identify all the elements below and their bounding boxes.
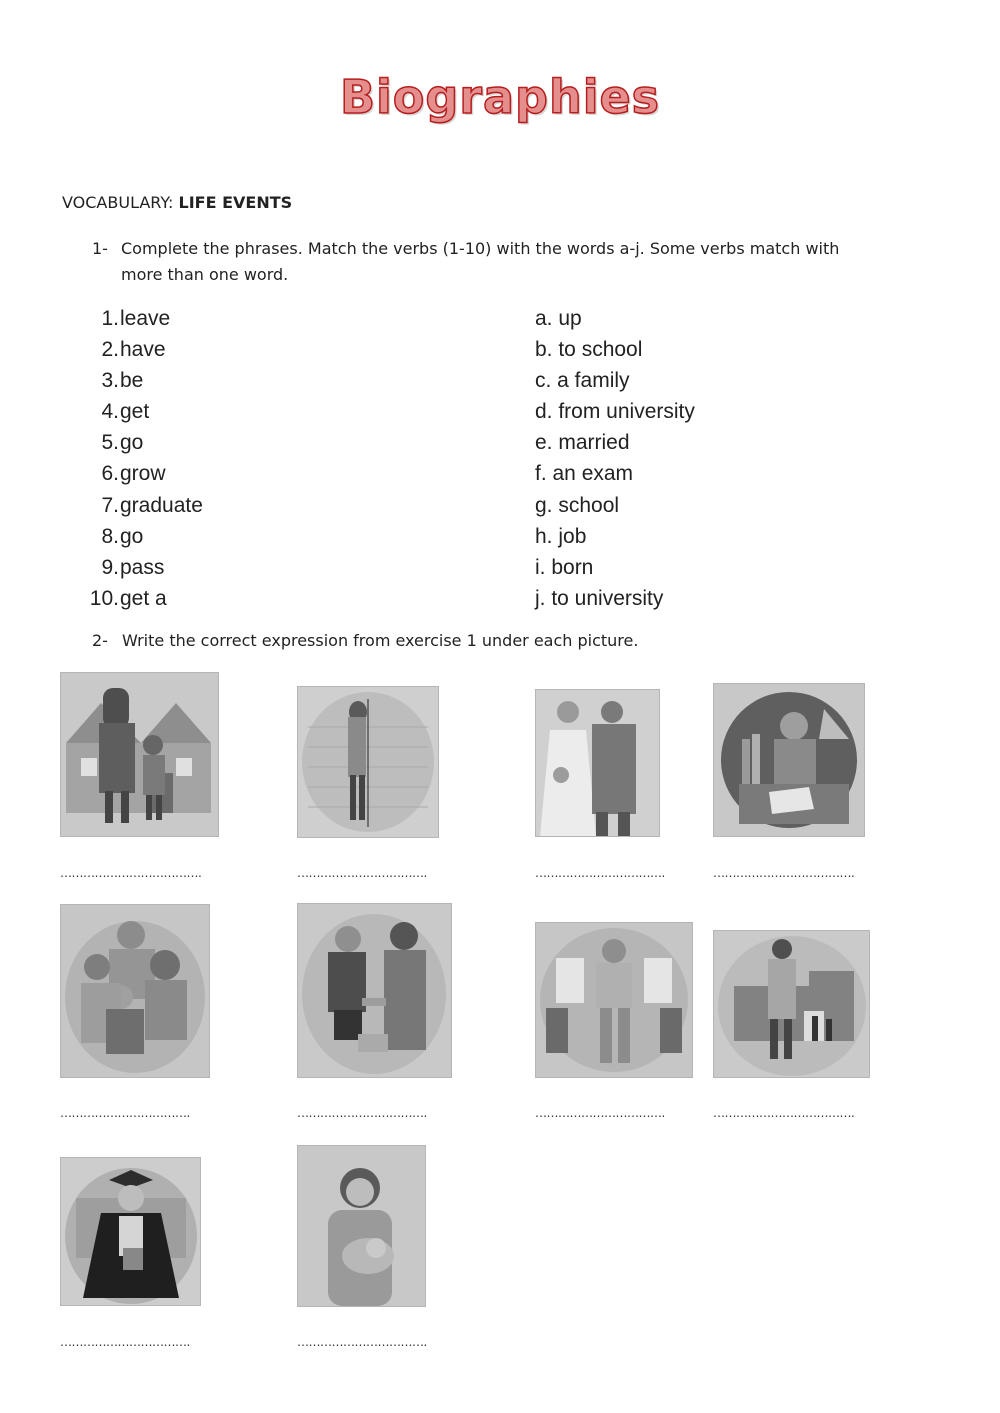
verb-item (85, 458, 166, 489)
verb-text: go (120, 524, 144, 548)
exercise-1-line-1: Complete the phrases. Match the verbs (1-10) with the words a-j. Some verbs match with (121, 239, 840, 258)
word-item: h. job (535, 524, 587, 548)
verb-text: get a (120, 586, 167, 610)
answer-line: ……………………………. (297, 866, 427, 880)
verb-number: 10. (89, 586, 119, 610)
section-prefix: VOCABULARY: (62, 193, 179, 212)
picture-pass-an-exam (713, 683, 865, 837)
section-label (62, 193, 292, 212)
picture-graduate-from-university (60, 1157, 201, 1306)
verb-number: 6. (101, 462, 119, 486)
answer-line: ……………………………. (297, 1106, 427, 1120)
verb-item (85, 334, 166, 365)
verb-text: pass (120, 555, 165, 579)
answer-line: ………………………………. (713, 866, 855, 880)
answer-line: ……………………………. (535, 1106, 665, 1120)
answer-line: ……………………………. (60, 1106, 190, 1120)
verb-item (85, 490, 203, 521)
verb-text: grow (120, 462, 166, 486)
verb-number: 8. (101, 524, 119, 548)
verb-text: leave (120, 307, 171, 330)
verb-list (85, 303, 203, 614)
word-item: i. born (535, 555, 594, 579)
verb-number: 1. (101, 307, 119, 330)
verb-number: 3. (101, 369, 119, 393)
picture-have-a-family (60, 904, 210, 1078)
verb-text: be (120, 369, 144, 393)
word-list (535, 303, 695, 614)
verb-text: graduate (120, 493, 203, 517)
word-item: e. married (535, 431, 630, 455)
verb-number: 2. (101, 338, 119, 362)
verb-number: 7. (101, 493, 119, 517)
answer-line: ………………………………. (713, 1106, 855, 1120)
verb-item (85, 521, 144, 552)
exercise-1-number: 1- (92, 239, 108, 258)
word-item: d. from university (535, 400, 695, 424)
word-item: j. to university (535, 586, 664, 610)
exercise-2-text: Write the correct expression from exercise 1 under each picture. (122, 631, 639, 650)
picture-get-a-job (297, 903, 452, 1078)
verb-item (85, 303, 171, 334)
verb-item (85, 552, 165, 583)
word-item: g. school (535, 493, 620, 517)
verb-item (85, 396, 150, 427)
picture-get-married (535, 689, 660, 837)
exercise-1-line-2: more than one word. (121, 265, 289, 284)
word-item: b. to school (535, 338, 643, 362)
answer-line: ………………………………. (60, 866, 202, 880)
picture-grow-up (297, 686, 439, 838)
verb-number: 4. (101, 400, 119, 424)
exercise-2-number: 2- (92, 631, 108, 650)
verb-item (85, 365, 144, 396)
picture-go-to-university (535, 922, 693, 1078)
word-item: c. a family (535, 369, 630, 393)
section-topic: LIFE EVENTS (178, 193, 293, 212)
verb-item (85, 583, 167, 614)
verb-number: 9. (101, 555, 119, 579)
verb-number: 5. (101, 431, 119, 455)
picture-leave-school (713, 930, 870, 1078)
picture-go-to-school (60, 672, 219, 837)
word-item: a. up (535, 307, 582, 330)
answer-line: ……………………………. (60, 1335, 190, 1349)
verb-item (85, 427, 144, 458)
answer-line: ……………………………. (297, 1335, 427, 1349)
picture-be-born (297, 1145, 426, 1307)
word-item: f. an exam (535, 462, 634, 486)
verb-text: get (120, 400, 150, 424)
answer-line: ……………………………. (535, 866, 665, 880)
page-title: Biographies (339, 70, 661, 124)
verb-text: go (120, 431, 144, 455)
verb-text: have (120, 338, 166, 362)
